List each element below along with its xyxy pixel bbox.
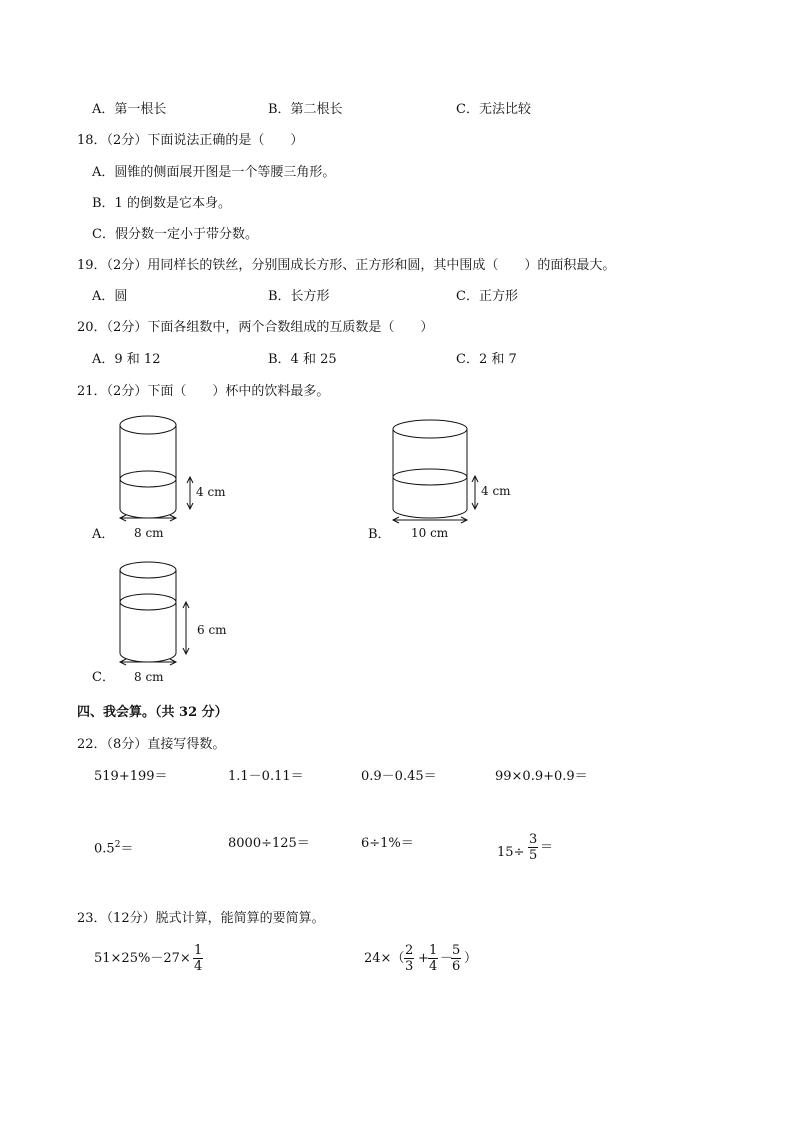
cup-a-diameter: 8 cm — [134, 526, 164, 540]
q19-option-c: C．正方形 — [456, 289, 518, 304]
q19-stem: 19．（2分）用同样长的铁丝，分别围成长方形、正方形和圆，其中围成（ ）的面积最大。 — [77, 258, 616, 273]
q23-expr2-fraction-3: $\frac{5}{6}$ — [452, 943, 461, 974]
q22-item-1: 519+199＝ — [94, 769, 168, 784]
q22-item-8-equals: ＝ — [540, 840, 554, 855]
cup-c-label: C． — [92, 670, 115, 685]
q23-expr2-op2: － — [440, 951, 454, 966]
q22-item-5: $0.5^2=$ — [94, 840, 134, 857]
q17-option-b: B．第二根长 — [268, 102, 343, 117]
q19-option-a: A．圆 — [92, 289, 128, 304]
cup-b-label: B． — [368, 527, 391, 542]
q23-expr2-fraction-2: $\frac{1}{4}$ — [429, 943, 438, 974]
q23-expr1-fraction: $\frac{1}{4}$ — [194, 943, 203, 974]
q23-stem: 23．（12分）脱式计算，能简算的要简算。 — [77, 911, 325, 926]
cup-a-label: A． — [92, 527, 115, 542]
q22-item-7: 6÷1%＝ — [361, 836, 414, 851]
q23-expr1-prefix: 51×25%－27× — [94, 951, 191, 966]
q18-option-c: C．假分数一定小于带分数。 — [92, 227, 258, 242]
q22-item-4: 99×0.9+0.9＝ — [495, 769, 588, 784]
q22-item-3: 0.9－0.45＝ — [361, 769, 437, 784]
q18-stem: 18．（2分）下面说法正确的是（ ） — [77, 133, 304, 148]
q20-option-c: C．2 和 7 — [456, 352, 517, 367]
q23-expr2-prefix: 24×（ — [364, 951, 405, 966]
q23-expr2-fraction-1: $\frac{2}{3}$ — [405, 943, 414, 974]
q19-option-b: B．长方形 — [268, 289, 330, 304]
q20-option-b: B．4 和 25 — [268, 352, 337, 367]
cup-b-height: 4 cm — [481, 484, 511, 498]
cup-b-diameter: 10 cm — [411, 526, 449, 540]
q22-item-6: 8000÷125＝ — [228, 836, 310, 851]
q17-option-c: C．无法比较 — [456, 102, 531, 117]
section-4-title: 四、我会算。（共 32 分） — [77, 705, 228, 720]
cup-a-height: 4 cm — [196, 485, 226, 499]
q18-option-a: A．圆锥的侧面展开图是一个等腰三角形。 — [92, 165, 336, 180]
q18-option-b: B．1 的倒数是它本身。 — [92, 196, 231, 211]
q22-item-8-fraction: $\frac{3}{5}$ — [529, 832, 538, 863]
cup-c-diameter: 8 cm — [134, 670, 164, 684]
q22-stem: 22．（8分）直接写得数。 — [77, 737, 226, 752]
q22-item-2: 1.1－0.11＝ — [228, 769, 304, 784]
cup-c-height: 6 cm — [197, 623, 227, 637]
q17-option-a: A．第一根长 — [92, 102, 167, 117]
q22-item-8-prefix: 15÷ — [497, 845, 525, 860]
q23-expr2-op1: + — [418, 951, 429, 966]
q20-option-a: A．9 和 12 — [92, 352, 161, 367]
q23-expr2-suffix: ） — [464, 951, 478, 966]
q20-stem: 20．（2分）下面各组数中，两个合数组成的互质数是（ ） — [77, 320, 434, 335]
q21-stem: 21．（2分）下面（ ）杯中的饮料最多。 — [77, 384, 330, 399]
